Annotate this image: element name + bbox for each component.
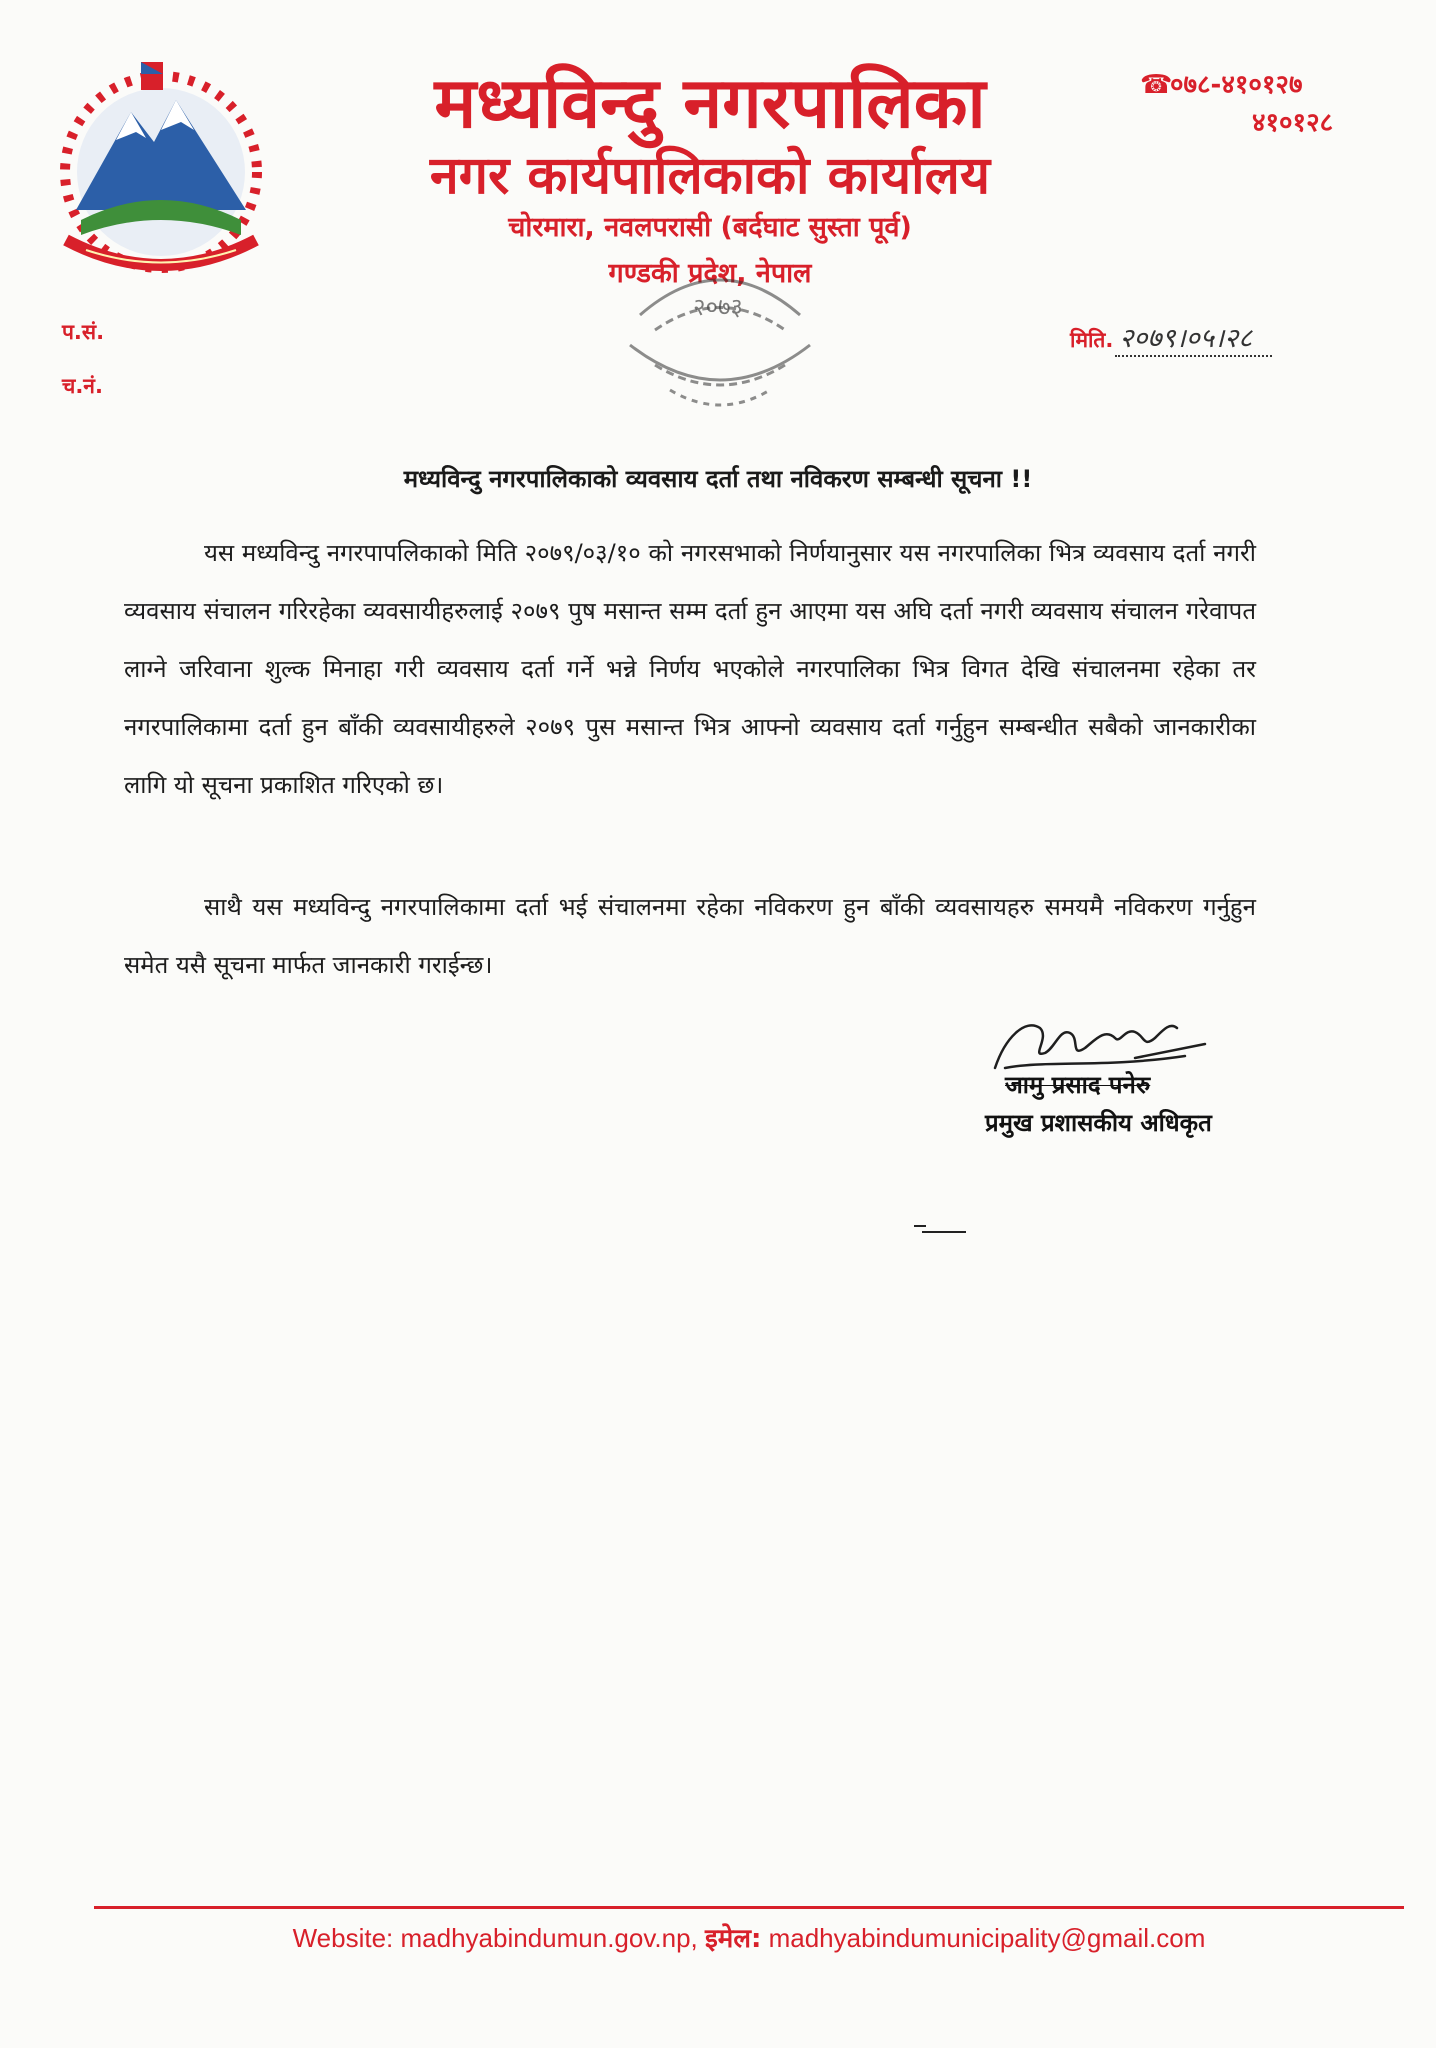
chn-label: च.नं. bbox=[62, 374, 103, 398]
email-link[interactable]: madhyabindumunicipality@gmail.com bbox=[768, 1923, 1206, 1953]
address-line-2: गण्डकी प्रदेश, नेपाल bbox=[608, 258, 812, 289]
notice-heading: मध्यविन्दु नगरपालिकाको व्यवसाय दर्ता तथा नविकरण सम्बन्धी सूचना !! bbox=[403, 465, 1033, 493]
email-label: इमेल: bbox=[705, 1924, 762, 1954]
stray-mark bbox=[912, 1222, 968, 1236]
notice-paragraph-1: यस मध्यविन्दु नगरपापलिकाको मिति २०७९/०३/१० को नगरसभाको निर्णयानुसार यस नगरपालिका भित्र व्यवसाय दर्ता नगरी व्यवसाय संचालन गरिरहेका व्यवसायीहरुलाई २०७९ पुष मसान्त सम्म दर्ता हुन आएमा यस अघि दर्ता नगरी व्यवसाय संचालन गरेवापत लाग्ने जरिवाना शुल्क मिनाहा गरी व्यवसाय दर्ता गर्ने भन्ने निर्णय भएकोले नगरपालिका भित्र विगत देखि संचालनमा रहेका तर नगरपालिकामा दर्ता हुन बाँकी व्यवसायीहरुले २०७९ पुस मसान्त भित्र आफ्नो व्यवसाय दर्ता गर्नुहुन सम्बन्धीत सबैको जानकारीका लागि यो सूचना प्रकाशित गरिएको छ। bbox=[124, 539, 1256, 799]
nepal-emblem-icon bbox=[36, 60, 286, 290]
phone-numbers bbox=[1140, 66, 1410, 142]
telephone-icon: ☎ bbox=[1140, 70, 1173, 100]
ps-label: प.सं. bbox=[62, 320, 105, 344]
notice-paragraph-2: साथै यस मध्यविन्दु नगरपालिकामा दर्ता भई संचालनमा रहेका नविकरण हुन बाँकी व्यवसायहरु समयमै नविकरण गर्नुहुन समेत यसै सूचना मार्फत जानकारी गराईन्छ। bbox=[124, 893, 1256, 979]
footer-rule bbox=[94, 1906, 1404, 1909]
address-line-1: चोरमारा, नवलपरासी (बर्दघाट सुस्ता पूर्व) bbox=[508, 212, 912, 243]
website-label: Website: bbox=[292, 1923, 394, 1953]
date-label: मिति bbox=[1070, 328, 1106, 352]
stamp-year: २०७३ bbox=[693, 293, 743, 321]
municipality-name: मध्यविन्दु नगरपालिका bbox=[434, 62, 986, 144]
phone-secondary: ४१०१२८ bbox=[1252, 108, 1334, 138]
office-stamp bbox=[600, 255, 840, 445]
date-value: २०७९।०५।२८ bbox=[1115, 318, 1272, 357]
signatory-title: प्रमुख प्रशासकीय अधिकृत bbox=[985, 1109, 1212, 1137]
footer-contact bbox=[94, 1918, 1404, 1959]
website-link[interactable]: madhyabindumun.gov.np, bbox=[400, 1923, 698, 1953]
office-name: नगर कार्यपालिकाको कार्यालय bbox=[429, 146, 991, 206]
signatory-name: जामु प्रसाद पनेरु bbox=[1005, 1071, 1151, 1099]
date-row: मिति. २०७९।०५।२८ bbox=[1070, 318, 1370, 357]
phone-primary: ०७८-४१०१२७ bbox=[1170, 70, 1303, 100]
